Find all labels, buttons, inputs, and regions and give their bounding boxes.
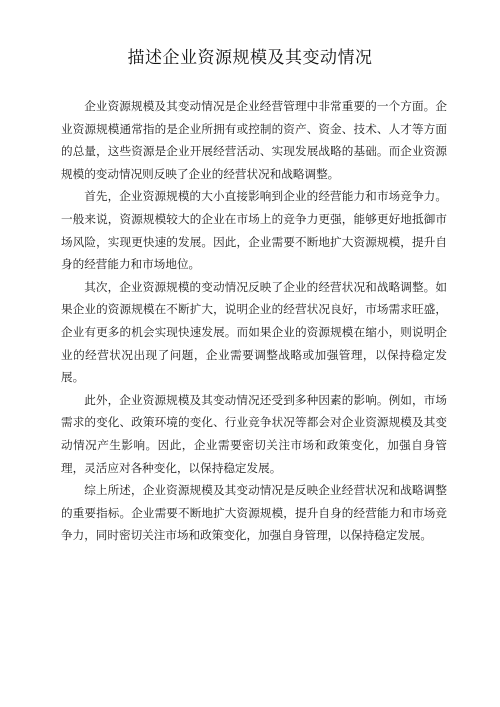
document-body [61,95,447,547]
paragraph-1: 企业资源规模及其变动情况是企业经营管理中非常重要的一个方面。企业资源规模通常指的是企业所拥有或控制的资产、资金、技术、人才等方面的总量，这些资源是企业开展经营活动、实现发展战略的基础。而企业资源规模的变动情况则反映了企业的经营状况和战略调整。 [61,99,447,181]
document-title: 描述企业资源规模及其变动情况 [127,48,373,68]
paragraph-2: 首先，企业资源规模的大小直接影响到企业的经营能力和市场竞争力。一般来说，资源规模较大的企业在市场上的竞争力更强，能够更好地抵御市场风险，实现更快速的发展。因此，企业需要不断地扩大资源规模，提升自身的经营能力和市场地位。 [61,189,447,272]
paragraph-4: 此外，企业资源规模及其变动情况还受到多种因素的影响。例如，市场需求的变化、政策环境的变化、行业竞争状况等都会对企业资源规模及其变动情况产生影响。因此，企业需要密切关注市场和政策变化，加强自身管理，灵活应对各种变化，以保持稳定发展。 [61,392,447,475]
paragraph-3: 其次，企业资源规模的变动情况反映了企业的经营状况和战略调整。如果企业的资源规模在不断扩大，说明企业的经营状况良好，市场需求旺盛，企业有更多的机会实现快速发展。而如果企业的资源规模在缩小，则说明企业的经营状况出现了问题，企业需要调整战略或加强管理，以保持稳定发展。 [61,279,447,385]
paragraph-5: 综上所述，企业资源规模及其变动情况是反映企业经营状况和战略调整的重要指标。企业需要不断地扩大资源规模，提升自身的经营能力和市场竞争力，同时密切关注市场和政策变化，加强自身管理，以保持稳定发展。 [61,483,447,543]
